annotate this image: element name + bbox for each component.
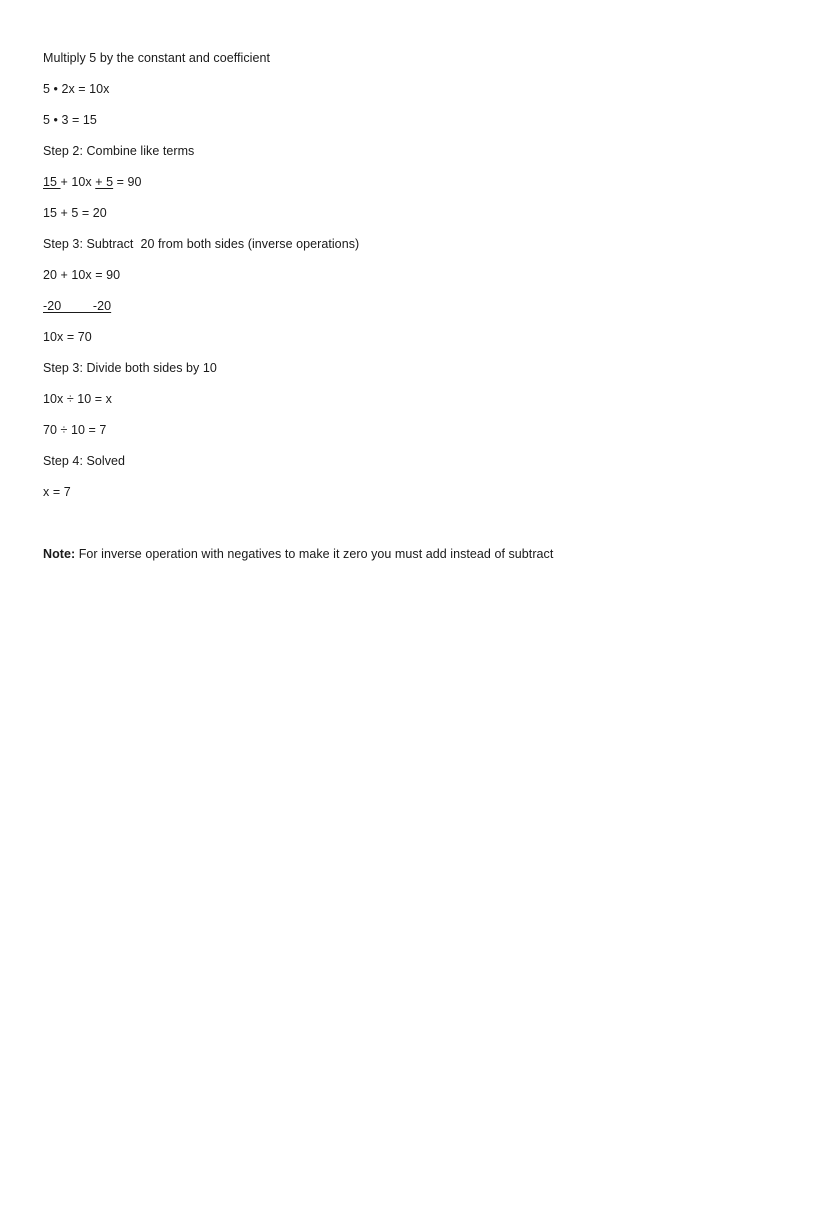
constant-15-underlined: 15 bbox=[43, 175, 61, 189]
equation-70-div-10: 70 ÷ 10 = 7 bbox=[43, 423, 107, 437]
equals-90: = 90 bbox=[113, 175, 142, 189]
term-10x: + 10x bbox=[60, 175, 96, 189]
step-3-subtract-heading: Step 3: Subtract 20 from both sides (inverse operations) bbox=[43, 237, 360, 251]
note-text: For inverse operation with negatives to make it zero you must add instead of subtract bbox=[75, 547, 554, 561]
instruction-multiply: Multiply 5 by the constant and coefficient bbox=[43, 51, 271, 65]
equation-10x-div-10: 10x ÷ 10 = x bbox=[43, 392, 112, 406]
solution-x-7: x = 7 bbox=[43, 485, 71, 499]
equation-5-times-2x: 5 • 2x = 10x bbox=[43, 82, 110, 96]
note-label: Note: bbox=[43, 547, 76, 561]
equation-5-times-3: 5 • 3 = 15 bbox=[43, 113, 97, 127]
equation-combine-terms bbox=[43, 174, 142, 190]
step-3-divide-heading: Step 3: Divide both sides by 10 bbox=[43, 361, 217, 375]
constant-5-underlined: + 5 bbox=[95, 175, 114, 189]
equation-10x-70: 10x = 70 bbox=[43, 330, 92, 344]
equation-20-plus-10x: 20 + 10x = 90 bbox=[43, 268, 121, 282]
equation-15-plus-5: 15 + 5 = 20 bbox=[43, 206, 107, 220]
step-4-heading: Step 4: Solved bbox=[43, 454, 126, 468]
subtract-20-both-sides: -20 -20 bbox=[43, 299, 112, 313]
note-paragraph bbox=[43, 546, 553, 562]
step-2-heading: Step 2: Combine like terms bbox=[43, 144, 195, 158]
